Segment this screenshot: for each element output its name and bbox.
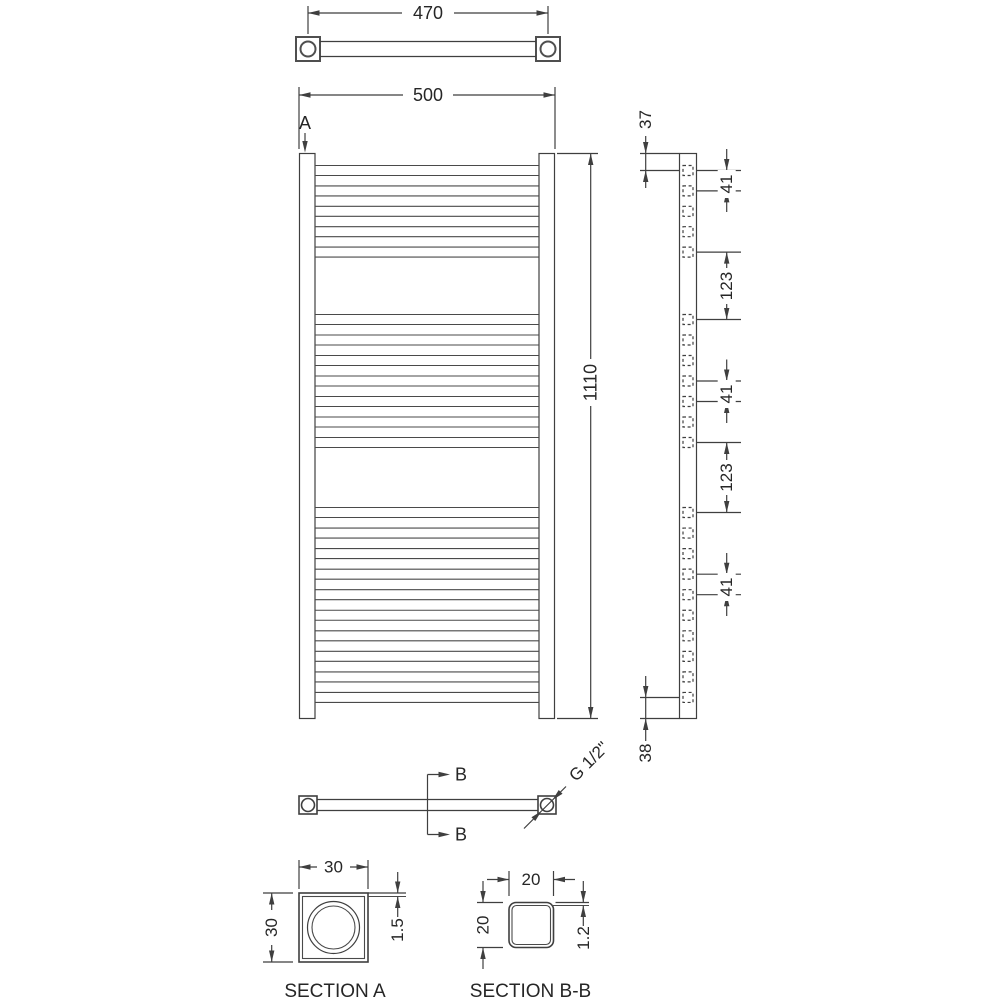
arrowhead [724,443,729,455]
arrowhead [269,893,274,905]
arrowhead [357,864,369,869]
arrowhead [724,501,729,513]
arrowhead [308,10,320,15]
section-bb-view [470,870,593,1000]
bottom-view [299,738,613,845]
arrowhead [480,948,485,960]
dim-section-b-height: 20 [473,915,493,935]
arrowhead [544,92,556,97]
front-view [299,85,601,719]
arrowhead [439,832,451,837]
arrowhead [588,707,593,719]
dim-width: 500 [412,85,444,105]
arrowhead [299,864,311,869]
front-tube-right [539,154,555,719]
top-view [296,3,560,61]
dim-pitch-c: 41 [717,577,737,597]
arrowhead [554,877,566,882]
dim-section-b-wall: 1.2 [573,926,593,950]
front-tube-left [300,154,316,719]
dim-pitch-b: 41 [717,384,737,404]
section-a-marker: A [298,113,312,133]
side-view [636,110,741,762]
arrowhead [724,370,729,382]
section-bb-title: SECTION B-B [469,981,592,1000]
dim-section-a-wall: 1.5 [388,918,408,942]
arrowhead [724,308,729,320]
section-a-title: SECTION A [284,981,386,1000]
dim-top-span: 470 [412,3,444,23]
arrowhead [439,772,451,777]
arrowhead [581,891,586,903]
arrowhead [269,951,274,963]
dim-bottom-offset: 38 [636,743,656,763]
arrowhead [724,159,729,171]
dim-section-b-width: 20 [521,870,541,889]
dim-top-offset: 37 [636,110,656,129]
arrowhead [643,686,648,698]
arrowhead [480,891,485,903]
dim-gap-b: 123 [717,463,737,492]
dim-section-a-height: 30 [262,918,282,937]
arrowhead [643,142,648,154]
arrowhead [724,563,729,575]
thread-size-label: G 1/2" [565,737,613,786]
dim-gap-a: 123 [717,271,737,301]
arrowhead [395,882,400,894]
side-tube [680,154,697,719]
arrowhead [302,141,307,153]
arrowhead [498,877,510,882]
dim-height: 1110 [580,363,601,402]
arrowhead [537,10,549,15]
section-a-outer-square [299,893,368,962]
arrowhead [299,92,311,97]
section-a-view [262,858,407,1000]
section-b-outer-square [509,903,554,948]
dim-section-a-width: 30 [324,857,343,877]
front-rungs [315,166,539,703]
section-b-marker-bottom: B [454,824,468,845]
dim-pitch-a: 41 [717,174,737,194]
section-b-marker-top: B [454,764,468,785]
arrowhead [724,252,729,264]
arrowhead [588,154,593,166]
